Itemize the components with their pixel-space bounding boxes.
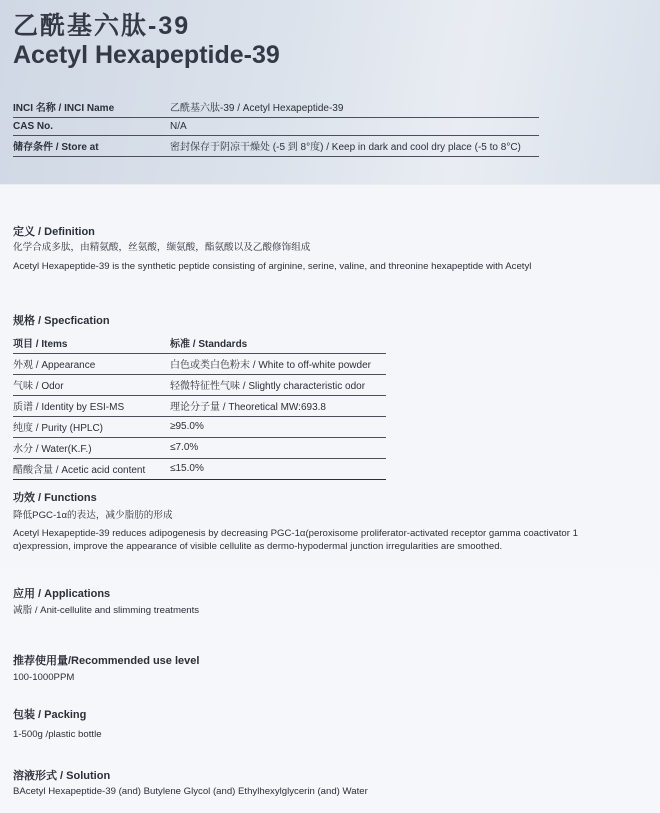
title-chinese: 乙酰基六肽-39 [13,12,191,40]
spec-item: 气味 / Odor [13,375,170,396]
info-value: 乙酰基六肽-39 / Acetyl Hexapeptide-39 [170,97,539,118]
info-key: INCI 名称 / INCI Name [13,97,170,118]
use-level-title: 推荐使用量/Recommended use level [13,655,200,667]
spec-standard: ≥95.0% [170,417,386,438]
info-value: N/A [170,118,539,136]
packing-text: 1-500g /plastic bottle [13,729,102,740]
solution-text: BAcetyl Hexapeptide-39 (and) Butylene Glycol (and) Ethylhexylglycerin (and) Water [13,786,368,797]
packing-title: 包装 / Packing [13,709,87,721]
spec-standard: 轻微特征性气味 / Slightly characteristic odor [170,375,386,396]
table-row [13,354,386,375]
info-key: CAS No. [13,118,170,136]
functions-cn: 降低PGC-1α的表达，减少脂肪的形成 [13,510,173,521]
spec-standard: 理论分子量 / Theoretical MW:693.8 [170,396,386,417]
spec-standard: ≤7.0% [170,438,386,459]
spec-item: 水分 / Water(K.F.) [13,438,170,459]
functions-en-line2: α)expression, improve the appearance of visible cellulite as dermo-hypodermal junction irregularities are smoothed. [13,541,503,552]
table-row [13,396,386,417]
title-english: Acetyl Hexapeptide-39 [13,41,280,69]
spec-header-row [13,333,386,354]
table-row [13,375,386,396]
table-row [13,417,386,438]
table-row [13,438,386,459]
info-value: 密封保存于阴凉干燥处 (-5 到 8°度) / Keep in dark and cool dry place (-5 to 8°C) [170,136,539,157]
use-level-text: 100-1000PPM [13,672,75,683]
functions-en-line1: Acetyl Hexapeptide-39 reduces adipogenesis by decreasing PGC-1α(peroxisome proliferator-activated receptor gamma coactivator 1 [13,528,578,539]
spec-item: 纯度 / Purity (HPLC) [13,417,170,438]
spec-item: 醋酸含量 / Acetic acid content [13,459,170,480]
spec-standard: ≤15.0% [170,459,386,480]
definition-title: 定义 / Definition [13,226,95,238]
spec-standard: 白色或类白色粉末 / White to off-white powder [170,354,386,375]
definition-cn: 化学合成多肽，由精氨酸，丝氨酸，缬氨酸，酯氨酸以及乙酸修饰组成 [13,242,311,253]
spec-item: 质谱 / Identity by ESI-MS [13,396,170,417]
info-row-cas [13,118,539,136]
applications-text: 减脂 / Anit-cellulite and slimming treatments [13,605,200,616]
solution-title: 溶液形式 / Solution [13,770,111,782]
info-row-store [13,136,539,157]
definition-en: Acetyl Hexapeptide-39 is the synthetic peptide consisting of arginine, serine, valine, and threonine hexapeptide with Acetyl [13,261,532,272]
specification-title: 规格 / Specfication [13,315,110,327]
table-row [13,459,386,480]
spec-item: 外观 / Appearance [13,354,170,375]
specification-table [13,333,386,480]
spec-header-items: 项目 / Items [13,333,170,354]
spec-header-standards: 标准 / Standards [170,333,386,354]
functions-title: 功效 / Functions [13,492,97,504]
info-row-inci [13,97,539,118]
info-table [13,97,539,157]
info-key: 储存条件 / Store at [13,136,170,157]
applications-title: 应用 / Applications [13,588,111,600]
